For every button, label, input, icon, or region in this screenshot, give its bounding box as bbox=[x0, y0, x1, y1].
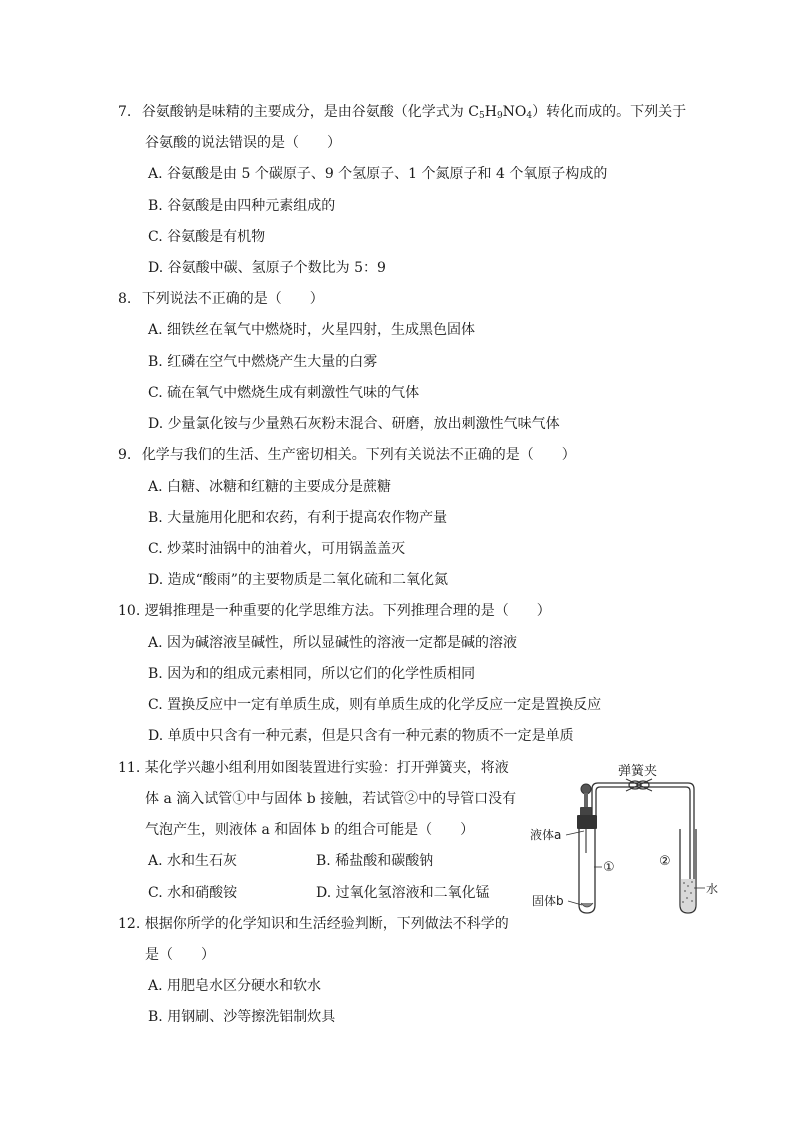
question-7-number: 7. bbox=[118, 104, 132, 120]
connecting-tube-inner bbox=[596, 787, 690, 905]
question-11-option-a: A. 水和生石灰 bbox=[148, 853, 238, 869]
apparatus-diagram bbox=[522, 755, 752, 920]
solid-b bbox=[581, 903, 593, 907]
spring-clip-icon bbox=[626, 779, 652, 791]
formula-no: NO bbox=[502, 104, 527, 120]
stopper-1 bbox=[577, 815, 597, 829]
formula-sub-4: 4 bbox=[526, 111, 533, 121]
test-tube-1 bbox=[579, 829, 595, 913]
question-11-option-d: D. 过氧化氢溶液和二氧化锰 bbox=[316, 885, 490, 901]
question-8-number: 8. bbox=[118, 291, 132, 307]
question-9-number: 9. bbox=[118, 447, 132, 463]
water-label: 水 bbox=[706, 882, 719, 896]
question-10-option-a: A. 因为碱溶液呈碱性，所以显碱性的溶液一定都是碱的溶液 bbox=[148, 635, 518, 651]
question-10-option-d: D. 单质中只含有一种元素，但是只含有一种元素的物质不一定是单质 bbox=[148, 728, 574, 744]
question-9-stem bbox=[118, 445, 576, 465]
question-11-option-b: B. 稀盐酸和碳酸钠 bbox=[316, 853, 434, 869]
question-10-stem bbox=[118, 601, 551, 621]
water-in-tube-2 bbox=[681, 879, 696, 912]
liquid-a-label: 液体a bbox=[530, 828, 562, 842]
question-10-option-b: B. 因为和的组成元素相同，所以它们的化学性质相同 bbox=[148, 666, 476, 682]
tube-2-label: ② bbox=[659, 854, 671, 869]
question-8-option-b: B. 红磷在空气中燃烧产生大量的白雾 bbox=[148, 354, 378, 370]
question-10-number: 10. bbox=[118, 603, 141, 619]
question-12-stem-line1 bbox=[118, 914, 509, 934]
question-12-number: 12. bbox=[118, 916, 141, 932]
question-11-stem-line1 bbox=[118, 758, 509, 778]
question-8-stem bbox=[118, 289, 324, 309]
question-9-option-c: C. 炒菜时油锅中的油着火，可用锅盖盖灭 bbox=[148, 541, 406, 557]
question-8-text: 下列说法不正确的是（ ） bbox=[141, 291, 324, 307]
question-10-text: 逻辑推理是一种重要的化学思维方法。下列推理合理的是（ ） bbox=[144, 603, 551, 619]
question-12-option-a: A. 用肥皂水区分硬水和软水 bbox=[148, 978, 322, 994]
question-11-option-c: C. 水和硝酸铵 bbox=[148, 885, 238, 901]
question-8-option-d: D. 少量氯化铵与少量熟石灰粉末混合、研磨，放出刺激性气味气体 bbox=[148, 416, 560, 432]
question-11-text-1: 某化学兴趣小组利用如图装置进行实验：打开弹簧夹，将液 bbox=[144, 760, 509, 776]
question-12-option-b: B. 用钢刷、沙等擦洗铝制炊具 bbox=[148, 1009, 336, 1025]
clip-label: 弹簧夹 bbox=[618, 764, 658, 779]
question-7-option-a: A. 谷氨酸是由 5 个碳原子、9 个氢原子、1 个氮原子和 4 个氧原子构成的 bbox=[148, 166, 608, 182]
question-9-option-b: B. 大量施用化肥和农药，有利于提高农作物产量 bbox=[148, 510, 448, 526]
question-10-option-c: C. 置换反应中一定有单质生成，则有单质生成的化学反应一定是置换反应 bbox=[148, 697, 602, 713]
question-9-option-d: D. 造成“酸雨”的主要物质是二氧化硫和二氧化氮 bbox=[148, 572, 448, 588]
question-7-stem-post: ）转化而成的。下列关于 bbox=[532, 104, 687, 120]
question-8-option-c: C. 硫在氧气中燃烧生成有刺激性气味的气体 bbox=[148, 385, 420, 401]
question-8-option-a: A. 细铁丝在氧气中燃烧时，火星四射，生成黑色固体 bbox=[148, 322, 476, 338]
question-7-stem-line2: 谷氨酸的说法错误的是（ ） bbox=[145, 135, 341, 151]
question-7-option-d: D. 谷氨酸中碳、氢原子个数比为 5：9 bbox=[148, 260, 386, 276]
question-9-option-a: A. 白糖、冰糖和红糖的主要成分是蔗糖 bbox=[148, 479, 392, 495]
question-12-text-1: 根据你所学的化学知识和生活经验判断，下列做法不科学的 bbox=[144, 916, 509, 932]
formula-sub-9: 9 bbox=[496, 111, 503, 121]
question-11-number: 11. bbox=[118, 760, 141, 776]
connecting-tube-outer bbox=[592, 783, 694, 905]
question-12-stem-line2: 是（ ） bbox=[145, 947, 215, 963]
question-11-stem-line3: 气泡产生，则液体 a 和固体 b 的组合可能是（ ） bbox=[145, 822, 475, 838]
question-7-stem-line1 bbox=[118, 102, 686, 122]
solid-b-label: 固体b bbox=[532, 894, 564, 908]
question-7-option-c: C. 谷氨酸是有机物 bbox=[148, 229, 266, 245]
question-7-option-b: B. 谷氨酸是由四种元素组成的 bbox=[148, 198, 336, 214]
question-9-text: 化学与我们的生活、生产密切相关。下列有关说法不正确的是（ ） bbox=[141, 447, 576, 463]
formula-sub-5: 5 bbox=[478, 111, 485, 121]
tube-1-label: ① bbox=[603, 860, 615, 875]
formula-h: H bbox=[484, 104, 497, 120]
question-7-stem-pre: 谷氨酸钠是味精的主要成分，是由谷氨酸（化学式为 C bbox=[141, 104, 479, 120]
question-11-stem-line2: 体 a 滴入试管①中与固体 b 接触，若试管②中的导管口没有 bbox=[145, 791, 517, 807]
